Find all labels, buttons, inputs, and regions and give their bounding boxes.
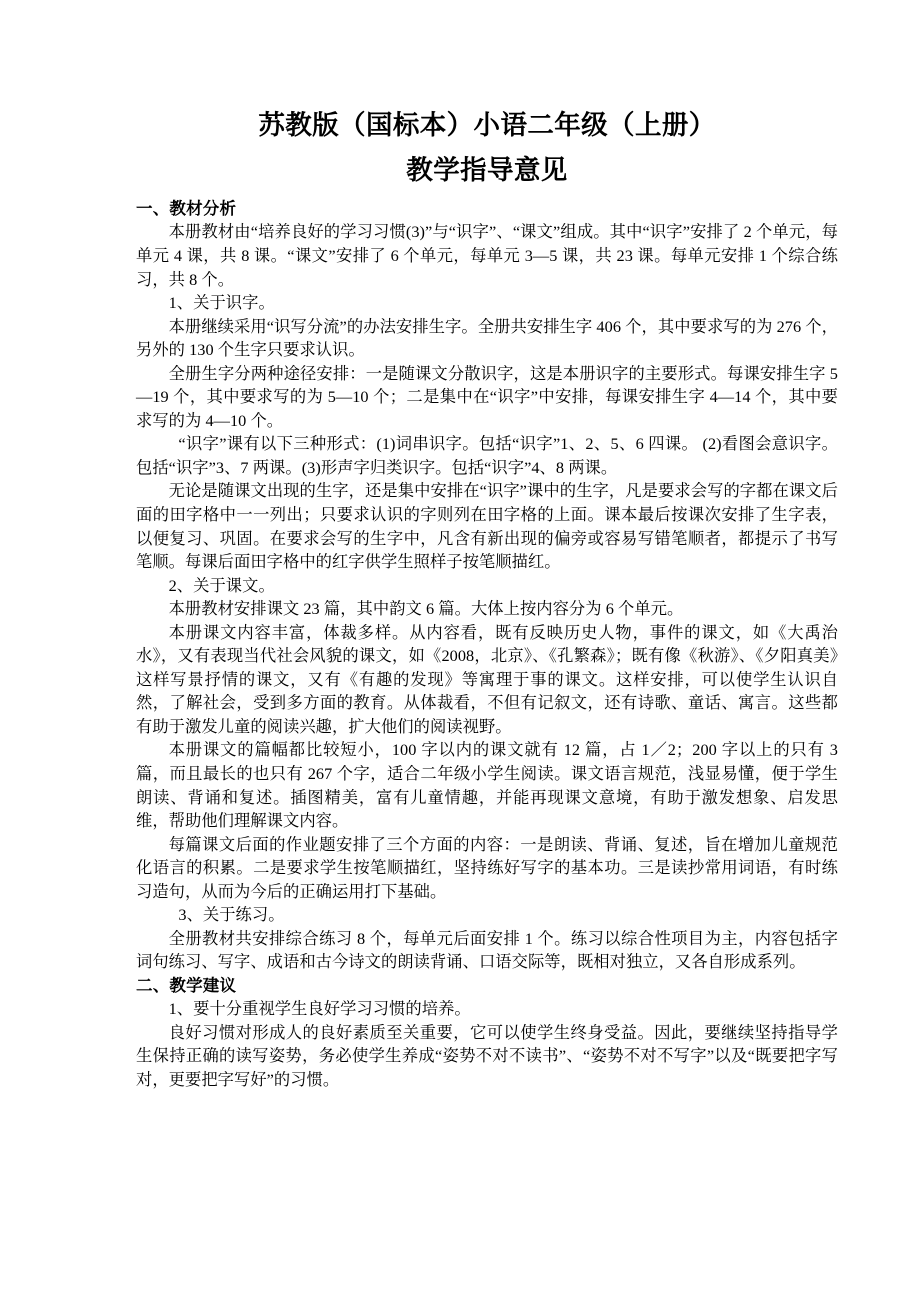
paragraph: 1、关于识字。 (168, 293, 275, 313)
document-content (136, 0, 838, 1092)
paragraph: 无论是随课文出现的生字，还是集中安排在“识字”课中的生字，凡是要求会写的字都在课文后面的田字格中一一列出；只要求认识的字则列在田字格的上面。课本最后按课次安排了生字表，以便复习、巩固。在要求会写的生字中，凡含有新出现的偏旁或容易写错笔顺者，都提示了书写笔顺。每课后面田字格中的红字供学生照样子按笔顺描红。 (136, 481, 838, 572)
paragraph: 本册课文的篇幅都比较短小，100 字以内的课文就有 12 篇，占 1／2；200 字以上的只有 3 篇，而且最长的也只有 267 个字，适合二年级小学生阅读。课文语言规范，浅显易懂，便于学生朗读、背诵和复述。插图精美，富有儿童情趣，并能再现课文意境，有助于激发想象、启发思维，帮助他们理解课文内容。 (136, 740, 838, 831)
paragraph: 全册生字分两种途径安排：一是随课文分散识字，这是本册识字的主要形式。每课安排生字 5—19 个，其中要求写的为 5—10 个；二是集中在“识字”中安排，每课安排生字 4—14 个，其中要求写的为 4—10 个。 (136, 363, 838, 430)
document-title-block (136, 0, 838, 183)
document-title-line-1: 苏教版（国标本）小语二年级（上册） (258, 110, 716, 140)
paragraph: 本册教材安排课文 23 篇，其中韵文 6 篇。大体上按内容分为 6 个单元。 (168, 599, 684, 619)
paragraph: 本册教材由“培养良好的学习习惯(3)”与“识字”、“课文”组成。其中“识字”安排了 2 个单元，每单元 4 课，共 8 课。“课文”安排了 6 个单元，每单元 3—5 课，共 23 课。每单元安排 1 个综合练习，共 8 个。 (136, 222, 838, 289)
paragraph: “识字”课有以下三种形式：(1)词串识字。包括“识字”1、2、5、6 四课。 (2)看图会意识字。包括“识字”3、7 两课。(3)形声字归类识字。包括“识字”4、8 两课。 (136, 434, 838, 477)
document-title-line-2: 教学指导意见 (406, 154, 568, 185)
paragraph: 2、关于课文。 (168, 575, 275, 595)
paragraph: 本册继续采用“识写分流”的办法安排生字。全册共安排生字 406 个，其中要求写的为 276 个，另外的 130 个生字只要求认识。 (136, 316, 838, 360)
paragraph: 每篇课文后面的作业题安排了三个方面的内容：一是朗读、背诵、复述，旨在增加儿童规范化语言的积累。二是要求学生按笔顺描红，坚持练好写字的基本功。三是读抄常用词语，有时练习造句，从而为今后的正确运用打下基础。 (136, 834, 838, 901)
paragraph: 3、关于练习。 (178, 905, 285, 925)
paragraph: 本册课文内容丰富，体裁多样。从内容看，既有反映历史人物，事件的课文，如《大禹治水》，又有表现当代社会风貌的课文，如《2008，北京》、《孔繁森》；既有像《秋游》、《夕阳真美》这样写景抒情的课文，又有《有趣的发现》等寓理于事的课文。这样安排，可以使学生认识自然，了解社会，受到多方面的教育。从体裁看，不但有记叙文，还有诗歌、童话、寓言。这些都有助于激发儿童的阅读兴趣，扩大他们的阅读视野。 (136, 622, 838, 736)
paragraph: 良好习惯对形成人的良好素质至关重要，它可以使学生终身受益。因此，要继续坚持指导学生保持正确的读写姿势，务必使学生养成“姿势不对不读书”、“姿势不对不写字”以及“既要把字写对，更要把字写好”的习惯。 (136, 1022, 838, 1089)
paragraph: 全册教材共安排综合练习 8 个，每单元后面安排 1 个。练习以综合性项目为主，内容包括字词句练习、写字、成语和古今诗文的朗读背诵、口语交际等，既相对独立，又各自形成系列。 (136, 928, 838, 972)
section-heading-teaching-material-analysis: 一、教材分析 (136, 199, 237, 218)
section-heading-teaching-suggestions: 二、教学建议 (136, 975, 237, 995)
paragraph: 1、要十分重视学生良好学习习惯的培养。 (168, 999, 471, 1019)
